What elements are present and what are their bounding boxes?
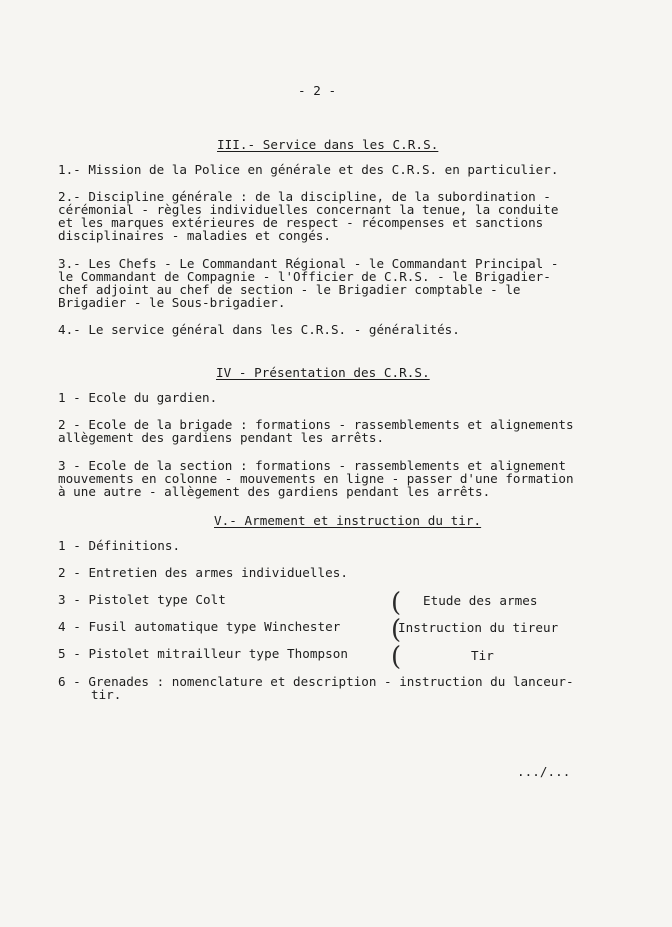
section-3-item-3: 3.- Les Chefs - Le Commandant Régional - le Commandant Principal - le Commandant de Compagnie - l'Officier de C.R.S. - le Brigadier- chef adjoint au chef de section - le Brigadier comptable - le Brigadier - le Sous-brigadier. [58,256,559,310]
section-4-item-2: 2 - Ecole de la brigade : formations - rassemblements et alignements allègement des gardiens pendant les arrêts. [58,417,574,445]
section-4-item-1: 1 - Ecole du gardien. [58,390,218,405]
section-5-item-1: 1 - Définitions. [58,538,181,553]
section-5-item-5: 5 - Pistolet mitrailleur type Thompson [58,646,349,661]
bracket-label-study: Etude des armes [423,593,538,608]
section-5-item-2: 2 - Entretien des armes individuelles. [58,565,349,580]
page-number: - 2 - [298,83,337,98]
bracket-label-instruction: Instruction du tireur [398,620,559,635]
bracket-label-shooting: Tir [471,648,494,663]
section-4-heading: IV - Présentation des C.R.S. [216,365,430,380]
section-3-heading: III.- Service dans les C.R.S. [217,137,439,152]
section-3-item-4: 4.- Le service général dans les C.R.S. - généralités. [58,322,460,337]
section-3-item-1: 1.- Mission de la Police en générale et des C.R.S. en particulier. [58,162,559,177]
bracket-mark-2: ( [391,615,402,645]
bracket-mark-1: ( [391,588,402,618]
section-5-item-4: 4 - Fusil automatique type Winchester [58,619,341,634]
bracket-mark-3: ( [391,642,402,672]
section-5-heading: V.- Armement et instruction du tir. [214,513,482,528]
section-4-item-3: 3 - Ecole de la section : formations - rassemblements et alignement mouvements en colonne - mouvements en ligne - passer d'une formation à une autre - allègement des gardiens pendant les arrêts. [58,458,574,499]
section-5-item-6: 6 - Grenades : nomenclature et description - instruction du lanceur- tir. [58,674,574,702]
continuation-mark: .../... [517,764,571,779]
section-3-item-2: 2.- Discipline générale : de la discipline, de la subordination - cérémonial - règles individuelles concernant la tenue, la conduite et les marques extérieures de respect - récompenses et sanctions disciplinaires - maladies et congés. [58,189,559,243]
section-5-item-3: 3 - Pistolet type Colt [58,592,226,607]
